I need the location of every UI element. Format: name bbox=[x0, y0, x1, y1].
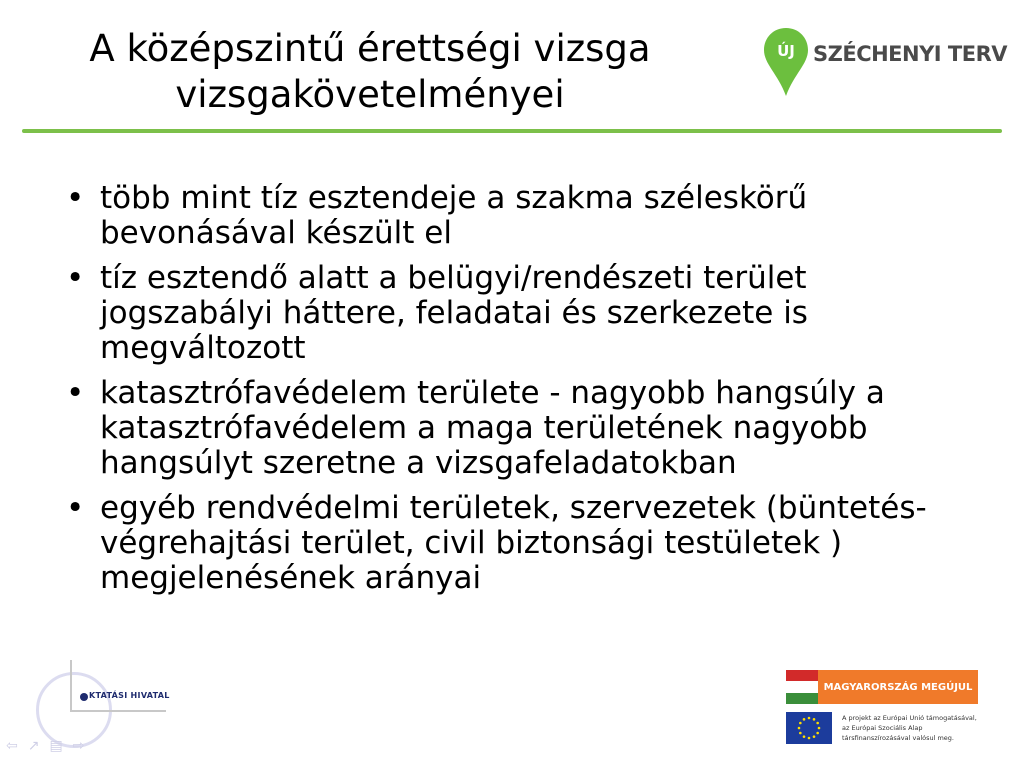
list-item bbox=[62, 376, 982, 481]
szechenyi-terv-logo bbox=[762, 26, 1008, 98]
bullet-list bbox=[62, 181, 982, 606]
bullet-text: egyéb rendvédelmi területek, szervezetek (büntetés-végrehajtási terület, civil biztonsági testületek ) megjelenésének arányai bbox=[100, 490, 927, 596]
eu-star bbox=[813, 718, 816, 721]
eu-text-line: az Európai Szociális Alap bbox=[842, 724, 923, 732]
eu-star bbox=[808, 737, 811, 740]
list-item bbox=[62, 261, 982, 366]
slide-navigation bbox=[6, 738, 84, 754]
eu-text-line: A projekt az Európai Unió támogatásával, bbox=[842, 714, 977, 722]
eu-star bbox=[818, 727, 821, 730]
oktatasi-hivatal-logo bbox=[28, 660, 178, 740]
bullet-dot: • bbox=[66, 375, 85, 411]
bullet-dot: • bbox=[66, 260, 85, 296]
eu-funding-text bbox=[842, 713, 977, 743]
eu-star bbox=[798, 727, 801, 730]
map-pin-icon bbox=[762, 26, 810, 98]
eu-funding-notice bbox=[786, 712, 986, 746]
banner-text: MAGYARORSZÁG MEGÚJUL bbox=[818, 670, 978, 704]
logo-horizontal-line bbox=[70, 710, 166, 712]
eu-star bbox=[799, 722, 802, 725]
eu-star bbox=[803, 718, 806, 721]
eu-star bbox=[816, 732, 819, 735]
header-divider bbox=[22, 129, 1002, 133]
magyarorszag-megujul-banner bbox=[786, 670, 978, 704]
eu-star bbox=[808, 717, 811, 720]
title-line-2: vizsgakövetelményei bbox=[175, 73, 565, 116]
logo-text: KTATÁSI HIVATAL bbox=[89, 691, 170, 700]
arrow-right-icon[interactable]: ⇨ bbox=[72, 738, 85, 754]
eu-star bbox=[816, 722, 819, 725]
arrow-left-icon[interactable]: ⇦ bbox=[6, 738, 18, 754]
slide-title bbox=[20, 26, 720, 118]
list-item bbox=[62, 491, 982, 596]
list-item bbox=[62, 181, 982, 251]
pin-text: ÚJ bbox=[777, 42, 795, 60]
eu-flag-icon bbox=[786, 712, 832, 744]
eu-star bbox=[813, 735, 816, 738]
bullet-dot: • bbox=[66, 180, 85, 216]
bullet-dot: • bbox=[66, 490, 85, 526]
menu-icon[interactable]: ▤ bbox=[49, 738, 63, 754]
bullet-text: katasztrófavédelem területe - nagyobb hangsúly a katasztrófavédelem a maga területének nagyobb hangsúlyt szeretne a vizsgafeladatokban bbox=[100, 375, 885, 481]
pointer-icon[interactable]: ↗ bbox=[27, 738, 40, 754]
eu-text-line: társfinanszírozásával valósul meg. bbox=[842, 734, 954, 742]
bullet-text: több mint tíz esztendeje a szakma széleskörű bevonásával készült el bbox=[100, 180, 808, 251]
eu-star bbox=[803, 735, 806, 738]
eu-star bbox=[799, 732, 802, 735]
logo-vertical-line bbox=[70, 660, 72, 712]
bullet-text: tíz esztendő alatt a belügyi/rendészeti terület jogszabályi háttere, feladatai és szerkezete is megváltozott bbox=[100, 260, 808, 366]
hungarian-flag-icon bbox=[786, 670, 818, 704]
logo-dot bbox=[80, 693, 88, 701]
title-line-1: A középszintű érettségi vizsga bbox=[89, 27, 651, 70]
brand-text: SZÉCHENYI TERV bbox=[813, 42, 1008, 66]
